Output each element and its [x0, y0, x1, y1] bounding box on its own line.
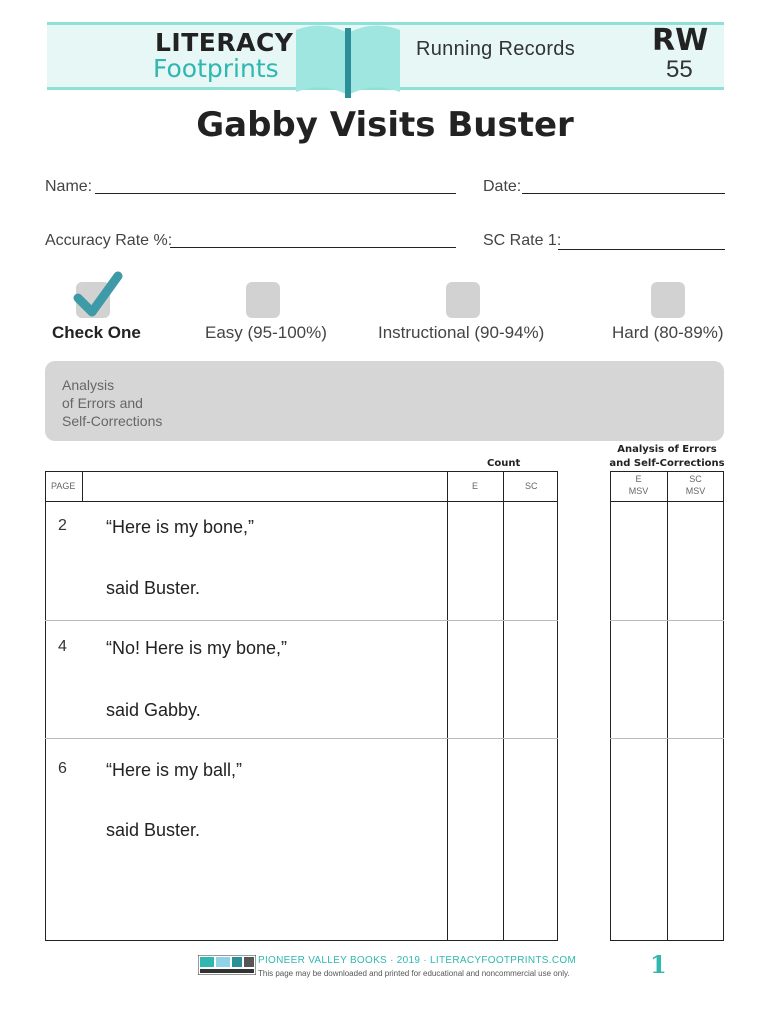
logo-footprints: Footprints: [153, 54, 279, 83]
series-number: 55: [666, 56, 693, 83]
accuracy-rate-label: Accuracy Rate %:: [45, 232, 173, 249]
page-title: Gabby Visits Buster: [196, 105, 574, 145]
table-header-divider: [45, 501, 558, 502]
aoe-header-line: Analysis of Errors: [617, 444, 717, 455]
e-col-divider: [447, 471, 448, 941]
aoe-sc-line: SC: [689, 474, 702, 484]
name-label: Name:: [45, 178, 93, 195]
row-text-line2: said Buster.: [106, 820, 201, 840]
analysis-line: of Errors and: [62, 395, 143, 411]
analysis-panel-text: [62, 376, 222, 430]
option-easy-label: Easy (95-100%): [205, 323, 327, 342]
row-page-number: 2: [58, 517, 67, 534]
aoe-e-line: MSV: [628, 486, 649, 496]
aoe-header: [604, 443, 730, 471]
page-header: PAGE: [51, 481, 76, 491]
e-header: E: [472, 481, 479, 491]
row-divider: [45, 620, 558, 621]
row-page-number: 4: [58, 638, 67, 655]
analysis-line: Analysis: [62, 377, 115, 393]
aoe-row-divider: [610, 738, 724, 739]
analysis-line: Self-Corrections: [62, 413, 163, 429]
pioneer-valley-books-logo: [198, 955, 256, 975]
checkbox-instructional[interactable]: [446, 282, 480, 318]
date-field[interactable]: [522, 193, 725, 194]
aoe-header-divider: [610, 501, 724, 502]
footer-publisher: PIONEER VALLEY BOOKS · 2019 · LITERACYFOOTPRINTS.COM: [258, 955, 577, 966]
section-title: Running Records: [416, 38, 576, 60]
row-text-line2: said Gabby.: [106, 700, 201, 720]
aoe-header-line: and Self-Corrections: [609, 458, 725, 469]
sc-rate-label: SC Rate 1:: [483, 232, 562, 249]
aoe-sc-header: [667, 473, 724, 497]
row-divider: [45, 738, 558, 739]
name-field[interactable]: [95, 193, 456, 194]
aoe-e-line: E: [635, 474, 642, 484]
date-label: Date:: [483, 178, 522, 195]
footer-usage-note: This page may be downloaded and printed for educational and noncommercial use only.: [258, 969, 570, 978]
open-book-icon: [292, 20, 404, 100]
row-text-line2: said Buster.: [106, 578, 201, 598]
checkbox-hard[interactable]: [651, 282, 685, 318]
logo-literacy: LITERACY: [155, 28, 294, 57]
checkbox-easy[interactable]: [246, 282, 280, 318]
page-col-divider: [82, 471, 83, 501]
aoe-e-header: [610, 473, 667, 497]
row-text-line1: “Here is my ball,”: [106, 760, 243, 780]
sc-header: SC: [525, 481, 538, 491]
aoe-col-divider: [667, 471, 668, 941]
row-text-line1: “No! Here is my bone,”: [106, 638, 288, 658]
row-text-line1: “Here is my bone,”: [106, 517, 255, 537]
option-hard-label: Hard (80-89%): [612, 323, 724, 342]
option-instructional-label: Instructional (90-94%): [378, 323, 545, 342]
series-code: RW: [652, 23, 709, 58]
page-number: 1: [650, 950, 667, 979]
aoe-row-divider: [610, 620, 724, 621]
sc-rate-field[interactable]: [558, 249, 725, 250]
check-one-label: Check One: [52, 323, 141, 342]
aoe-sc-line: MSV: [685, 486, 706, 496]
accuracy-rate-field[interactable]: [170, 247, 456, 248]
row-page-number: 6: [58, 760, 67, 777]
sc-col-divider: [503, 471, 504, 941]
check-mark-icon: [70, 270, 126, 322]
count-header: Count: [487, 458, 521, 469]
